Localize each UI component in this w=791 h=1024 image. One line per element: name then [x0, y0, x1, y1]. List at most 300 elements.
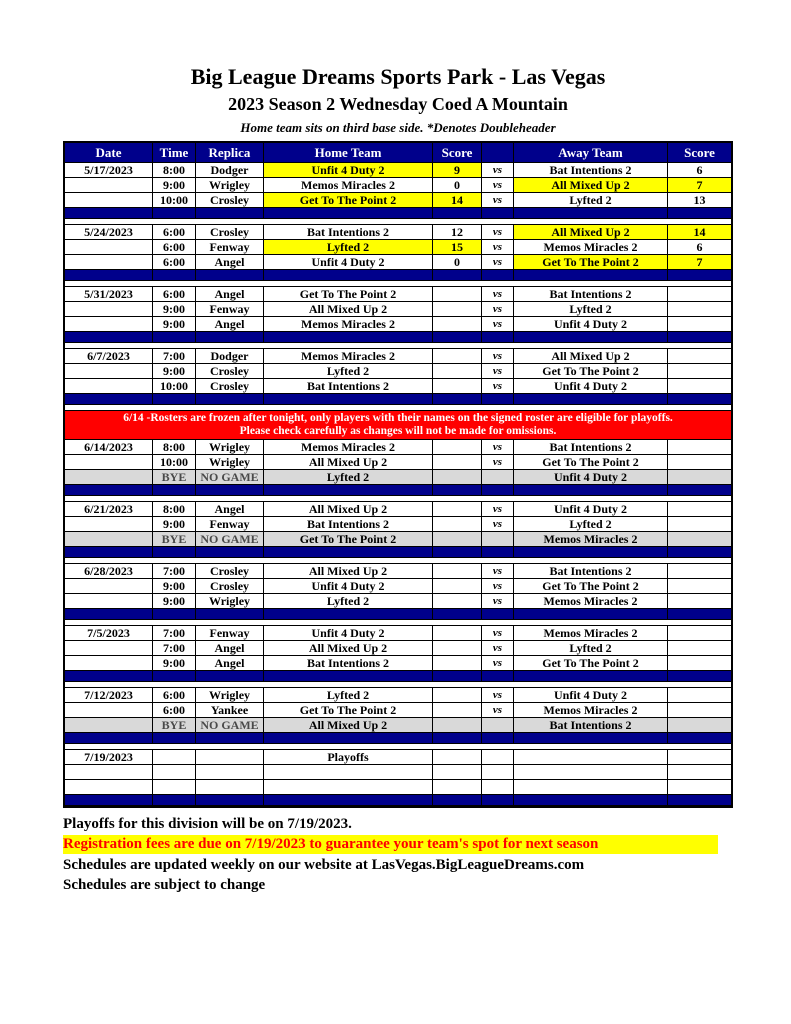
separator-cell: [433, 671, 482, 682]
separator-cell: [264, 733, 433, 744]
separator-cell: [65, 394, 153, 405]
home-team-cell: Lyfted 2: [264, 594, 433, 609]
away-team-cell: All Mixed Up 2: [514, 178, 668, 193]
roster-freeze-notice: [65, 411, 731, 440]
away-team-cell: Unfit 4 Duty 2: [514, 379, 668, 394]
time-cell: 8:00: [153, 163, 196, 178]
separator-cell: [196, 394, 264, 405]
separator-cell: [65, 671, 153, 682]
home-score-cell: [433, 579, 482, 594]
time-cell: 7:00: [153, 564, 196, 579]
home-team-cell: [264, 765, 433, 780]
home-score-cell: [433, 688, 482, 703]
vs-cell: vs: [482, 440, 514, 455]
date-cell: [65, 718, 153, 733]
home-score-cell: [433, 440, 482, 455]
date-cell: [65, 379, 153, 394]
separator-cell: [196, 671, 264, 682]
separator-cell: [264, 270, 433, 281]
time-cell: 10:00: [153, 379, 196, 394]
home-team-cell: Get To The Point 2: [264, 703, 433, 718]
home-team-cell: Memos Miracles 2: [264, 349, 433, 364]
away-team-cell: Memos Miracles 2: [514, 240, 668, 255]
home-score-cell: [433, 502, 482, 517]
date-cell: 6/28/2023: [65, 564, 153, 579]
vs-cell: [482, 750, 514, 765]
separator-cell: [482, 795, 514, 806]
separator-row: [65, 394, 731, 405]
separator-cell: [196, 332, 264, 343]
replica-cell: Yankee: [196, 703, 264, 718]
home-score-cell: [433, 317, 482, 332]
away-score-cell: [668, 317, 731, 332]
date-cell: [65, 780, 153, 795]
date-cell: [65, 594, 153, 609]
away-score-cell: [668, 780, 731, 795]
replica-cell: Fenway: [196, 302, 264, 317]
separator-cell: [264, 671, 433, 682]
home-score-cell: [433, 517, 482, 532]
away-score-cell: 6: [668, 240, 731, 255]
separator-cell: [514, 208, 668, 219]
home-score-cell: [433, 656, 482, 671]
away-score-cell: 7: [668, 255, 731, 270]
separator-cell: [65, 332, 153, 343]
page-title: Big League Dreams Sports Park - Las Vegas: [190, 64, 606, 89]
vs-cell: vs: [482, 193, 514, 208]
vs-cell: vs: [482, 240, 514, 255]
time-cell: 6:00: [153, 703, 196, 718]
separator-cell: [153, 671, 196, 682]
separator-cell: [264, 208, 433, 219]
separator-cell: [433, 547, 482, 558]
away-score-cell: [668, 564, 731, 579]
page-subtitle: 2023 Season 2 Wednesday Coed A Mountain: [228, 94, 568, 114]
separator-row: [65, 208, 731, 219]
date-cell: 6/21/2023: [65, 502, 153, 517]
away-score-cell: [668, 349, 731, 364]
away-team-cell: Get To The Point 2: [514, 579, 668, 594]
home-score-cell: [433, 302, 482, 317]
separator-cell: [65, 733, 153, 744]
game-row: [65, 287, 731, 302]
date-cell: [65, 255, 153, 270]
game-row: [65, 656, 731, 671]
separator-cell: [153, 609, 196, 620]
home-team-cell: Unfit 4 Duty 2: [264, 579, 433, 594]
separator-cell: [196, 609, 264, 620]
away-team-cell: Memos Miracles 2: [514, 532, 668, 547]
separator-cell: [668, 547, 731, 558]
home-score-cell: 0: [433, 178, 482, 193]
schedule-update-note: Schedules are updated weekly on our website at LasVegas.BigLeagueDreams.com: [63, 857, 585, 873]
away-score-cell: [668, 379, 731, 394]
game-row: [65, 349, 731, 364]
game-row: [65, 517, 731, 532]
home-score-cell: [433, 532, 482, 547]
vs-cell: [482, 532, 514, 547]
home-team-cell: All Mixed Up 2: [264, 502, 433, 517]
home-score-cell: [433, 626, 482, 641]
time-cell: 7:00: [153, 349, 196, 364]
separator-cell: [264, 609, 433, 620]
date-cell: [65, 455, 153, 470]
home-team-cell: All Mixed Up 2: [264, 564, 433, 579]
away-score-cell: [668, 718, 731, 733]
game-row: [65, 240, 731, 255]
home-team-cell: All Mixed Up 2: [264, 641, 433, 656]
separator-cell: [514, 609, 668, 620]
separator-row: [65, 332, 731, 343]
separator-cell: [65, 270, 153, 281]
home-score-cell: [433, 470, 482, 485]
home-team-cell: Lyfted 2: [264, 470, 433, 485]
game-row: [65, 193, 731, 208]
header-cell-replica: Replica: [196, 143, 264, 163]
time-cell: 9:00: [153, 302, 196, 317]
separator-cell: [668, 733, 731, 744]
home-team-cell: Lyfted 2: [264, 688, 433, 703]
game-row: [65, 440, 731, 455]
separator-cell: [668, 609, 731, 620]
separator-cell: [264, 485, 433, 496]
home-team-cell: Get To The Point 2: [264, 193, 433, 208]
home-team-cell: All Mixed Up 2: [264, 455, 433, 470]
separator-cell: [65, 485, 153, 496]
game-row: [65, 455, 731, 470]
replica-cell: [196, 780, 264, 795]
date-cell: 7/12/2023: [65, 688, 153, 703]
separator-cell: [514, 671, 668, 682]
home-team-cell: Bat Intentions 2: [264, 656, 433, 671]
game-row: [65, 626, 731, 641]
away-team-cell: Memos Miracles 2: [514, 594, 668, 609]
away-team-cell: Bat Intentions 2: [514, 440, 668, 455]
replica-cell: Fenway: [196, 517, 264, 532]
replica-cell: Angel: [196, 656, 264, 671]
replica-cell: Wrigley: [196, 178, 264, 193]
separator-row: [65, 609, 731, 620]
away-score-cell: [668, 579, 731, 594]
vs-cell: vs: [482, 178, 514, 193]
replica-cell: Crosley: [196, 579, 264, 594]
vs-cell: vs: [482, 579, 514, 594]
separator-cell: [196, 547, 264, 558]
vs-cell: vs: [482, 502, 514, 517]
separator-cell: [514, 394, 668, 405]
replica-cell: Angel: [196, 317, 264, 332]
away-score-cell: [668, 656, 731, 671]
separator-cell: [196, 733, 264, 744]
separator-cell: [65, 208, 153, 219]
separator-cell: [196, 270, 264, 281]
separator-cell: [433, 733, 482, 744]
game-row: [65, 780, 731, 795]
away-team-cell: All Mixed Up 2: [514, 349, 668, 364]
separator-cell: [482, 609, 514, 620]
time-cell: 8:00: [153, 440, 196, 455]
game-row: [65, 594, 731, 609]
separator-cell: [65, 609, 153, 620]
vs-cell: vs: [482, 517, 514, 532]
notice-line: Please check carefully as changes will not be made for omissions.: [239, 425, 557, 437]
away-score-cell: 13: [668, 193, 731, 208]
away-team-cell: Unfit 4 Duty 2: [514, 470, 668, 485]
date-cell: [65, 193, 153, 208]
replica-cell: NO GAME: [196, 470, 264, 485]
home-score-cell: 14: [433, 193, 482, 208]
replica-cell: Wrigley: [196, 440, 264, 455]
replica-cell: Fenway: [196, 626, 264, 641]
separator-cell: [514, 795, 668, 806]
away-score-cell: [668, 594, 731, 609]
separator-cell: [153, 733, 196, 744]
separator-cell: [514, 485, 668, 496]
separator-cell: [482, 332, 514, 343]
game-row: [65, 750, 731, 765]
time-cell: BYE: [153, 718, 196, 733]
away-team-cell: Get To The Point 2: [514, 455, 668, 470]
home-team-cell: Lyfted 2: [264, 364, 433, 379]
home-score-cell: [433, 780, 482, 795]
home-team-note: Home team sits on third base side. *Denotes Doubleheader: [240, 120, 556, 135]
vs-cell: vs: [482, 364, 514, 379]
separator-cell: [668, 485, 731, 496]
home-score-cell: 0: [433, 255, 482, 270]
home-team-cell: All Mixed Up 2: [264, 718, 433, 733]
away-team-cell: Lyfted 2: [514, 302, 668, 317]
vs-cell: [482, 470, 514, 485]
separator-cell: [433, 609, 482, 620]
date-cell: [65, 641, 153, 656]
separator-cell: [153, 394, 196, 405]
home-score-cell: 15: [433, 240, 482, 255]
time-cell: 6:00: [153, 287, 196, 302]
footer: [63, 814, 733, 895]
game-row: [65, 302, 731, 317]
separator-row: [65, 671, 731, 682]
home-team-cell: Unfit 4 Duty 2: [264, 163, 433, 178]
separator-cell: [196, 795, 264, 806]
game-row: [65, 163, 731, 178]
home-team-cell: Get To The Point 2: [264, 532, 433, 547]
vs-cell: vs: [482, 287, 514, 302]
subject-to-change-note: Schedules are subject to change: [63, 877, 266, 893]
game-row: [65, 641, 731, 656]
date-cell: [65, 317, 153, 332]
game-row: [65, 379, 731, 394]
separator-cell: [668, 208, 731, 219]
away-team-cell: Memos Miracles 2: [514, 626, 668, 641]
home-score-cell: [433, 455, 482, 470]
game-row: [65, 579, 731, 594]
away-team-cell: Unfit 4 Duty 2: [514, 688, 668, 703]
home-team-cell: Bat Intentions 2: [264, 517, 433, 532]
vs-cell: vs: [482, 163, 514, 178]
bye-row: [65, 532, 731, 547]
home-score-cell: [433, 564, 482, 579]
separator-cell: [433, 332, 482, 343]
away-team-cell: Bat Intentions 2: [514, 718, 668, 733]
vs-cell: [482, 780, 514, 795]
registration-note: Registration fees are due on 7/19/2023 to guarantee your team's spot for next season: [63, 835, 718, 854]
vs-cell: vs: [482, 349, 514, 364]
date-cell: 6/14/2023: [65, 440, 153, 455]
time-cell: 7:00: [153, 641, 196, 656]
away-score-cell: [668, 765, 731, 780]
vs-cell: [482, 718, 514, 733]
away-team-cell: [514, 780, 668, 795]
separator-cell: [153, 795, 196, 806]
time-cell: 9:00: [153, 317, 196, 332]
separator-cell: [264, 394, 433, 405]
away-score-cell: [668, 641, 731, 656]
away-team-cell: Get To The Point 2: [514, 255, 668, 270]
playoffs-note: Playoffs for this division will be on 7/19/2023.: [63, 816, 352, 832]
replica-cell: Fenway: [196, 240, 264, 255]
replica-cell: Angel: [196, 255, 264, 270]
vs-cell: vs: [482, 317, 514, 332]
replica-cell: Dodger: [196, 163, 264, 178]
away-team-cell: Lyfted 2: [514, 517, 668, 532]
replica-cell: Crosley: [196, 364, 264, 379]
replica-cell: Crosley: [196, 225, 264, 240]
replica-cell: Angel: [196, 641, 264, 656]
home-score-cell: [433, 718, 482, 733]
home-score-cell: [433, 594, 482, 609]
home-team-cell: Get To The Point 2: [264, 287, 433, 302]
away-team-cell: Lyfted 2: [514, 193, 668, 208]
vs-cell: vs: [482, 225, 514, 240]
time-cell: 9:00: [153, 579, 196, 594]
away-score-cell: [668, 440, 731, 455]
away-team-cell: Get To The Point 2: [514, 656, 668, 671]
time-cell: 10:00: [153, 193, 196, 208]
home-score-cell: [433, 379, 482, 394]
home-team-cell: All Mixed Up 2: [264, 302, 433, 317]
replica-cell: Wrigley: [196, 594, 264, 609]
date-cell: 6/7/2023: [65, 349, 153, 364]
header-cell-home-team: Home Team: [264, 143, 433, 163]
away-score-cell: 7: [668, 178, 731, 193]
game-row: [65, 703, 731, 718]
away-score-cell: [668, 532, 731, 547]
home-team-cell: Playoffs: [264, 750, 433, 765]
date-cell: 5/31/2023: [65, 287, 153, 302]
away-team-cell: [514, 765, 668, 780]
away-team-cell: Lyfted 2: [514, 641, 668, 656]
header-cell-time: Time: [153, 143, 196, 163]
separator-cell: [153, 208, 196, 219]
away-score-cell: [668, 455, 731, 470]
separator-cell: [153, 485, 196, 496]
away-score-cell: [668, 287, 731, 302]
away-score-cell: [668, 502, 731, 517]
time-cell: 9:00: [153, 594, 196, 609]
time-cell: 8:00: [153, 502, 196, 517]
date-cell: [65, 470, 153, 485]
away-score-cell: [668, 750, 731, 765]
date-cell: 7/19/2023: [65, 750, 153, 765]
vs-cell: vs: [482, 379, 514, 394]
time-cell: 6:00: [153, 255, 196, 270]
date-cell: [65, 178, 153, 193]
away-team-cell: [514, 750, 668, 765]
date-cell: [65, 765, 153, 780]
time-cell: 10:00: [153, 455, 196, 470]
schedule-table: [63, 141, 733, 808]
home-score-cell: [433, 287, 482, 302]
time-cell: BYE: [153, 470, 196, 485]
separator-row: [65, 547, 731, 558]
separator-cell: [153, 270, 196, 281]
away-score-cell: [668, 626, 731, 641]
separator-cell: [433, 795, 482, 806]
away-score-cell: [668, 364, 731, 379]
home-score-cell: [433, 750, 482, 765]
separator-cell: [514, 332, 668, 343]
replica-cell: Crosley: [196, 193, 264, 208]
bye-row: [65, 470, 731, 485]
separator-cell: [196, 208, 264, 219]
separator-cell: [433, 394, 482, 405]
replica-cell: Angel: [196, 502, 264, 517]
time-cell: 9:00: [153, 178, 196, 193]
date-cell: 7/5/2023: [65, 626, 153, 641]
game-row: [65, 564, 731, 579]
vs-cell: vs: [482, 455, 514, 470]
away-team-cell: Bat Intentions 2: [514, 564, 668, 579]
replica-cell: NO GAME: [196, 718, 264, 733]
home-team-cell: Memos Miracles 2: [264, 440, 433, 455]
time-cell: BYE: [153, 532, 196, 547]
away-team-cell: Bat Intentions 2: [514, 163, 668, 178]
separator-cell: [433, 270, 482, 281]
separator-cell: [482, 394, 514, 405]
game-row: [65, 364, 731, 379]
separator-cell: [482, 733, 514, 744]
separator-cell: [514, 270, 668, 281]
home-team-cell: Unfit 4 Duty 2: [264, 626, 433, 641]
separator-cell: [482, 671, 514, 682]
header-cell-away-score: Score: [668, 143, 731, 163]
vs-cell: vs: [482, 688, 514, 703]
separator-cell: [482, 485, 514, 496]
bye-row: [65, 718, 731, 733]
replica-cell: NO GAME: [196, 532, 264, 547]
separator-cell: [433, 485, 482, 496]
game-row: [65, 255, 731, 270]
vs-cell: vs: [482, 641, 514, 656]
home-team-cell: Bat Intentions 2: [264, 379, 433, 394]
date-cell: [65, 302, 153, 317]
home-team-cell: Bat Intentions 2: [264, 225, 433, 240]
home-score-cell: [433, 349, 482, 364]
separator-cell: [514, 733, 668, 744]
date-cell: 5/24/2023: [65, 225, 153, 240]
away-score-cell: [668, 688, 731, 703]
home-score-cell: [433, 765, 482, 780]
time-cell: [153, 750, 196, 765]
home-team-cell: Lyfted 2: [264, 240, 433, 255]
page-content: [63, 0, 733, 895]
replica-cell: Crosley: [196, 379, 264, 394]
separator-cell: [482, 208, 514, 219]
separator-cell: [65, 795, 153, 806]
game-row: [65, 178, 731, 193]
separator-row: [65, 485, 731, 496]
home-team-cell: Memos Miracles 2: [264, 178, 433, 193]
